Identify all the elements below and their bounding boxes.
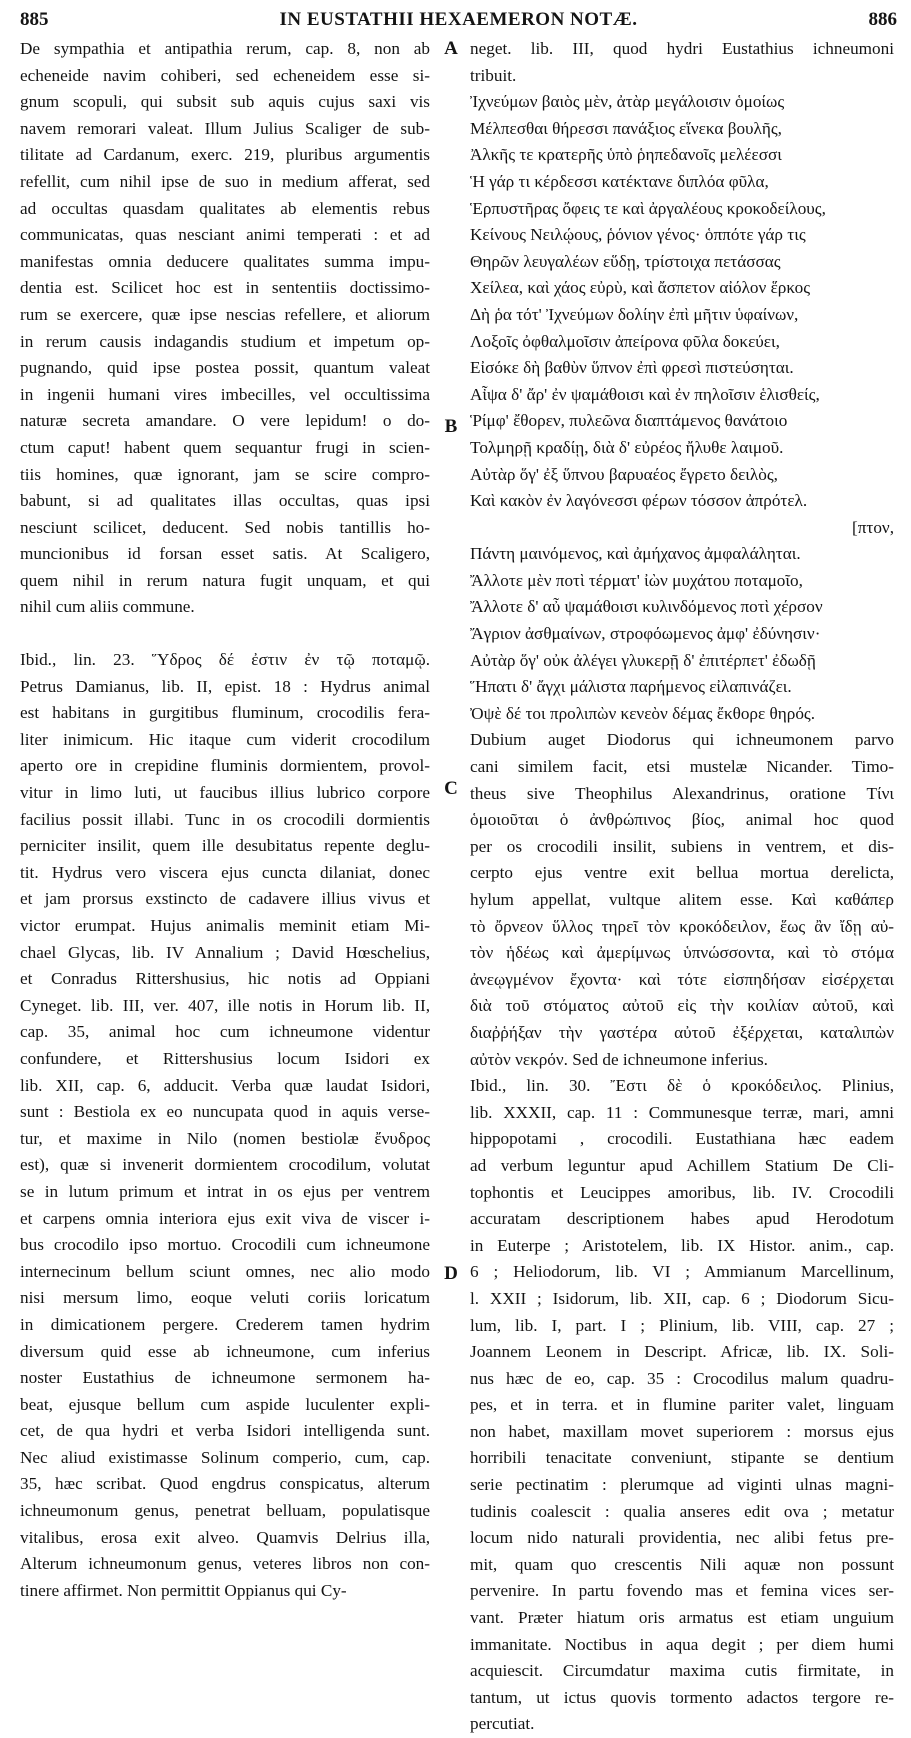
margin-marker: D [444,1263,458,1284]
text-line: pes, et in terra. et in flumine pariter valet, linguam [470,1395,894,1415]
text-line: αὐτὸν νεκρόν. Sed de ichneumone inferius. [470,1049,768,1069]
text-line: immanitate. Noctibus in aqua degit ; per diem humi [470,1634,894,1654]
text-line: tilitate ad Cardanum, exerc. 219, pluribus argumentis [20,145,430,165]
text-line: De sympathia et antipathia rerum, cap. 8, non ab [20,39,430,58]
text-line: refellit, cum nihil ipse de suo in medium afferat, sed [20,171,430,191]
text-line: Θηρῶν λευγαλέων εὕδῃ, τρίστοιχα πετάσσας [470,251,781,271]
text-line: διαῤῥήξαν τὴν γαστέρα αὐτοῦ ἐξέρχεται, καταλιπὼν [470,1022,894,1042]
text-line: dentia est. Scilicet hoc est in sententiis doctissimo- [20,278,430,298]
text-line: est habitans in gurgitibus fluminum, crocodilis fera- [20,703,430,723]
text-line: Λοξοῖς ὀφθαλμοῖσιν ἀπείρονα φῦλα δοκεύει, [470,331,780,351]
text-line: Ἀλκῆς τε κρατερῆς ὑπὸ ῥηπεδανοῖς μελέεσσι [470,145,782,165]
text-line: ad verbum leguntur apud Achillem Statium De Cli- [470,1155,894,1175]
text-line: locum nido naturali providentia, nec alibi fetus pre- [470,1528,894,1548]
text-line: vitalibus, erosa exit alveo. Quamvis Delrius illa, [20,1527,430,1547]
text-line: cet, de qua hydri et verba Isidori intelligenda sunt. [20,1421,430,1441]
text-line: et jam prorsus exstincto de cadavere illius vivus et [20,889,430,909]
text-line: Joannem Leonem in Descript. Africæ, lib. IX. Soli- [470,1342,894,1362]
text-line: Ἄλλοτε δ' αὖ ψαμάθοισι κυλινδόμενος ποτὶ χέρσον [470,597,823,617]
text-line: Ibid., lin. 30. Ἔστι δὲ ὁ κροκόδειλος. Plinius, [470,1076,894,1096]
text-line: tribuit. [470,65,517,85]
text-line: nesciunt scilicet, deducent. Sed nobis tantillis ho- [20,517,430,537]
text-line: hylum appellat, vultque alitem esse. Καὶ καθάπερ [470,890,894,909]
text-line: Ἑρπυστῆρας ὄφεις τε καὶ ἀργαλέους κροκοδείλους, [470,198,826,218]
text-line: Εἰσόκε δὴ βαθὺν ὕπνον ἐπὶ φρεσὶ πιστεύσηται. [470,358,794,378]
text-line: manifestas omnia deducere qualitates summa impu- [20,251,430,271]
text-line: se in lutum primum et intrat in os ejus per ventrem [20,1181,430,1201]
text-line: muncionibus id forsan esset satis. At Scaligero, [20,544,430,564]
text-line: Δὴ ῥα τότ' Ἰχνεύμων δολίην ἐπὶ μῆτιν ὑφαίνων, [470,304,799,324]
text-line: gnum scopuli, qui subsit sub aquis cujus saxi vis [20,92,430,112]
text-line: Ὀψὲ δέ τοι προλιπὼν κενεὸν δέμας ἔκθορε θηρός. [470,703,816,723]
text-line: horribili tenacitate conveniunt, stipante se dentium [470,1448,894,1468]
text-line: Ἥπατι δ' ἄγχι μάλιστα παρήμενος εἰλαπινάζει. [470,677,792,697]
text-line: ἀνεῳγμένον ἔχοντα· καὶ τότε εἰσπηδήσαν εἰσέρχεται [470,969,894,989]
text-line: perniciter insilit, quem ille desubitatus repente deglu- [20,836,430,856]
text-line: noster Eustathius de ichneumone sermonem ha- [20,1368,430,1388]
page-number-right: 886 [868,9,897,30]
text-line: lum, lib. I, part. I ; Plinium, lib. VIII, cap. 27 ; [470,1315,894,1335]
margin-marker: C [444,778,458,799]
text-line: nus hæc de eo, cap. 35 : Crocodilus malum quadru- [470,1368,894,1388]
text-line: cap. 35, animal hoc cum ichneumone videntur [20,1022,430,1042]
text-line: vant. Præter hiatum oris armatus est etiam unguium [470,1608,894,1628]
left-column [20,36,430,1600]
text-line: beat, ejusque bellum cum aspide luculenter expli- [20,1394,430,1414]
text-line: liter inimicum. Hic itaque cum viderit crocodilum [20,729,430,749]
text-line: τὸ ὄρνεον ὕλλος τηρεῖ τὸν κροκόδειλον, ἕως ἂν ἴδῃ αὐ- [470,916,894,936]
text-line: serie pectinatim : plerumque ad viginti ulnas magni- [470,1475,894,1495]
text-line: chael Glycas, lib. IV Annalium ; David Hœschelius, [20,942,430,962]
text-line: naturæ secreta amandare. O vere lepidum! o do- [20,411,430,431]
text-line: victor erumpat. Hujus animalis meminit etiam Mi- [20,916,430,935]
text-line: ctum caput! habent quem sequantur frugi in scien- [20,437,430,457]
text-line: Petrus Damianus, lib. II, epist. 18 : Hydrus animal [20,676,430,696]
text-line: echeneide navim cohiberi, sed echeneidem esse si- [20,65,430,85]
text-line: Ῥίμφ' ἔθορεν, πυλεῶνα διαπτάμενος θανάτοιο [470,411,788,431]
text-line: Dubium auget Diodorus qui ichneumonem parvo [470,730,894,750]
text-line: pervenire. In partu fovendo mas et femina vices ser- [470,1581,894,1601]
text-line: internecinum bellum sciunt omnes, nec alio modo [20,1261,430,1281]
text-line: navem remorari valeat. Illum Julius Scaliger de sub- [20,118,430,138]
text-line [20,621,430,647]
text-line: ad occultas quasdam qualitates ab elementis rebus [20,198,430,218]
text-line: ὁμοιοῦται ὁ ἀνθρώπινος βίος, animal hoc quod [470,810,894,830]
text-line: communicatas, quas nesciant animi temperati : et ad [20,225,430,245]
text-line: Ἄλλοτε μὲν ποτὶ τέρματ' ἰὼν μυχάτου ποταμοῖο, [470,570,803,590]
margin-marker: B [444,416,458,437]
text-line: tiis homines, quæ ignorant, jam se scire compro- [20,464,430,484]
text-line: Κείνους Νειλῴους, ῥόνιον γένος· ὁππότε γάρ τις [470,225,806,245]
text-line: tinere affirmet. Non permittit Oppianus qui Cy- [20,1580,347,1600]
text-line: Αὐτὰρ ὅγ' ἐξ ὕπνου βαρυαέος ἔγρετο δειλὸς, [470,464,778,484]
text-line: neget. lib. III, quod hydri Eustathius ichneumoni [470,39,894,58]
text-line: Αὐτὰρ ὅγ' οὐκ ἀλέγει γλυκερῇ δ' ἐπιτέρπετ' ἐδωδῇ [470,650,816,670]
text-line: est), quæ si invenerit dormientem crocodilum, volutat [20,1155,430,1175]
text-line: lib. XII, cap. 6, adducit. Verba quæ laudat Isidori, [20,1075,430,1095]
text-line: nisi mersum limo, eoque veluti coriis loricatum [20,1288,430,1308]
text-line: Ἰχνεύμων βαιὸς μὲν, ἀτὰρ μεγάλοισιν ὁμοίως [470,92,785,112]
text-line: hippopotami , crocodili. Eustathiana hæc eadem [470,1129,894,1149]
text-line: Μέλπεσθαι θήρεσσι πανάξιος εἵνεκα βουλῆς, [470,118,782,138]
text-line: nihil cum aliis commune. [20,597,195,617]
text-line: pugnando, quid ipse postea possit, quantum valeat [20,358,430,378]
text-line: quem nihil in rerum natura fugit unquam, et qui [20,570,430,590]
text-line: accuratam descriptionem habes apud Herodotum [470,1209,894,1229]
text-line: rum se exercere, quæ ipse nescias refellere, et aliorum [20,304,430,324]
text-line: τὸν ἡδέως καὶ ἀμερίμνως ὑπνώσσοντα, καὶ τὸ στόμα [470,943,894,963]
margin-markers [438,36,464,1591]
margin-marker: A [444,38,458,59]
text-line: Cyneget. lib. III, ver. 407, ille notis in Horum lib. II, [20,995,430,1015]
text-line: in Euterpe ; Aristotelem, lib. IX Histor. anim., cap. [470,1235,894,1255]
text-line: et Conradus Rittershusius, hic notis ad Oppiani [20,969,430,989]
text-line: Τολμηρῇ κραδίῃ, διὰ δ' εὐρέος ἤλυθε λαιμοῦ. [470,437,784,457]
text-line: 35, hæc scribat. Quod engdrus conspicatus, alterum [20,1474,430,1494]
text-line: tit. Hydrus vero viscera ejus cuncta dilaniat, donec [20,862,430,882]
text-line: 6 ; Heliodorum, lib. VI ; Ammianum Marcellinum, [470,1262,894,1282]
running-title: IN EUSTATHII HEXAEMERON NOTÆ. [279,9,638,30]
text-line: [πτον, [852,517,894,537]
text-line: confundere, et Rittershusius locum Isidori ex [20,1048,430,1068]
text-line: facilius possit illabi. Tunc in os crocodili dormientis [20,809,430,829]
text-line: Χείλεα, καὶ χάος εὐρὺ, καὶ ἄσπετον αἰόλον ἕρκος [470,278,811,298]
text-line: vitur in limo luti, ut faucibus illius lubrico corpore [20,783,430,803]
text-line: διὰ τοῦ στόματος αὐτοῦ εἰς τὴν κοιλίαν αὐτοῦ, καὶ [470,996,894,1016]
text-line: acquiescit. Circumdatur maxima cutis firmitate, in [470,1661,894,1681]
text-line: cani similem facit, etsi mustelæ Nicander. Timo- [470,757,894,777]
text-line: aperto ore in crepidine fluminis dormientem, provol- [20,756,430,776]
text-line: lib. XXXII, cap. 11 : Communesque terræ, mari, amni [470,1102,894,1122]
text-line: theus sive Theophilus Alexandrinus, oratione Τίνι [470,783,894,803]
running-header [20,9,897,35]
text-line: percutiat. [470,1714,535,1734]
text-line: et carpens omnia interiora ejus exit viva de viscer i- [20,1208,430,1228]
text-line: Ibid., lin. 23. Ὕδρος δέ ἐστιν ἐν τῷ ποταμῷ. [20,650,430,670]
text-line: Nec aliud existimasse Solinum comperio, cum, cap. [20,1447,430,1467]
text-line: cerpto ejus ventre exit bellua mortua derelicta, [470,863,894,883]
text-line: bus crocodilo ipso mortuo. Crocodili cum ichneumone [20,1235,430,1255]
text-line: Πάντη μαινόμενος, καὶ ἀμήχανος ἀμφαλάληται. [470,544,801,564]
text-line: tophontis et Leucippes amoribus, lib. IV. Crocodili [470,1182,894,1202]
text-line: in ingenii humani vires imbecilles, vel occultissima [20,384,430,404]
text-line: babunt, si ad qualitates illas occultas, quas ipsi [20,491,430,511]
text-line: Καὶ κακὸν ἐν λαγόνεσσι φέρων τόσσον ἀπρότελ. [470,491,808,511]
text-line: Alterum ichneumonum genus, veteres libros non con- [20,1554,430,1574]
right-column [470,36,894,1734]
text-line: non habet, maxillam movet superiorem : morsus ejus [470,1421,894,1441]
text-line: Αἶψα δ' ἄρ' ἐν ψαμάθοισι καὶ ἐν πηλοῖσιν ἑλισθείς, [470,384,820,404]
text-line: Ἡ γάρ τι κέρδεσσι κατέκτανε διπλόα φῦλα, [470,171,769,191]
text-line: mit, quam quo crescentis Nili aquæ non possunt [470,1554,894,1574]
text-line: per os crocodili insilit, subiens in ventrem, et dis- [470,836,894,856]
text-line: l. XXII ; Isidorum, lib. XII, cap. 6 ; Diodorum Sicu- [470,1288,894,1308]
text-line: in dimicationem pergere. Crederem tamen hydrim [20,1314,430,1334]
text-line: ichneumonum genus, penetrat belluam, populatisque [20,1501,430,1521]
text-line: tur, et maxime in Nilo (nomen bestiolæ ἔνυδρος [20,1128,430,1148]
text-line: diversum quid esse ab ichneumone, cum inferius [20,1341,430,1361]
page-number-left: 885 [20,9,49,30]
text-line: tudinis coalescit : qualia anseres edit ova ; metatur [470,1501,894,1521]
text-line: in rerum causis indagandis studium et impetum op- [20,331,430,351]
text-line: sunt : Bestiola ex eo nuncupata quod in aquis verse- [20,1102,430,1122]
text-line: tantum, ut ictus quovis tormento adactos tergore re- [470,1687,894,1707]
text-line: Ἄγριον ἀσθμαίνων, στροφόωμενος ἀμφ' ἐδύνησιν· [470,624,821,644]
